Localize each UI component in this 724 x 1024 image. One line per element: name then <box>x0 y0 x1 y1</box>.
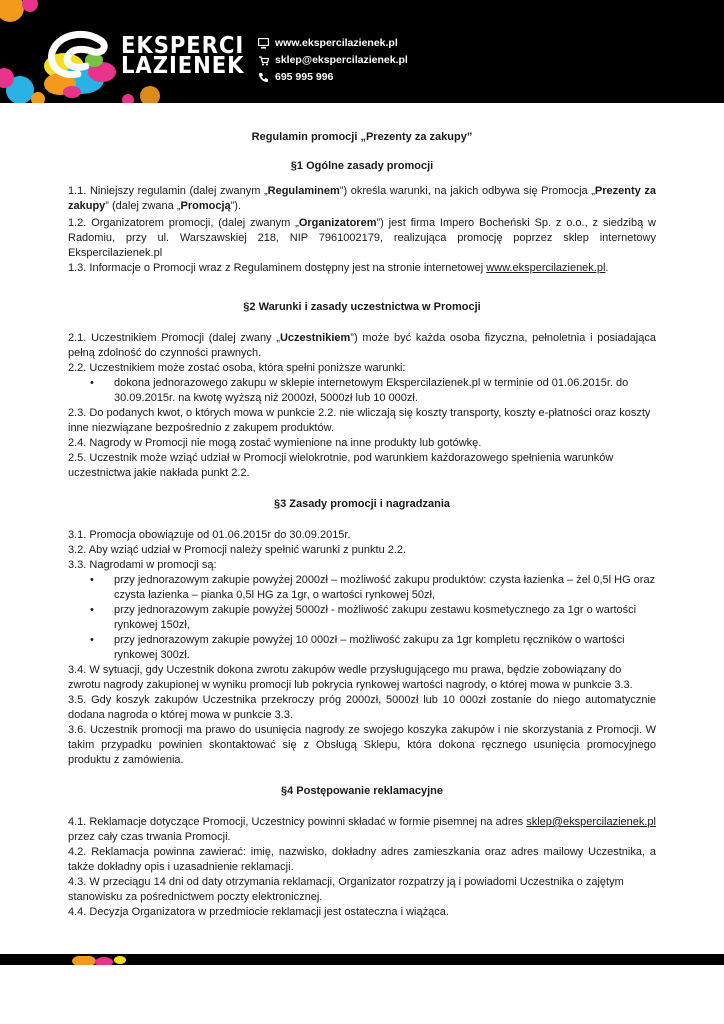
paragraph-4-2: 4.2. Reklamacja powinna zawierać: imię, nazwisko, dokładny adres zamieszkania oraz adres mailowy Uczestnika, a także dokładny opis i uzasadnienie reklamacji. <box>68 846 656 873</box>
section-1-heading: §1 Ogólne zasady promocji <box>290 160 434 172</box>
brand-line1: EKSPERCI <box>121 33 245 59</box>
paragraph-2-5: 2.5. Uczestnik może wziąć udział w Promocji wielokrotnie, pod warunkiem każdorazowego spełnienia warunków uczestnictwa jakie nakłada punkt 2.2. <box>68 452 614 479</box>
email-text: sklep@ekspercilazienek.pl <box>275 54 408 66</box>
phone-text: 695 995 996 <box>275 71 334 83</box>
phone-icon <box>258 72 269 83</box>
list-item: • przy jednorazowym zakupie powyżej 5000zł - możliwość zakupu zestawu kosmetycznego za 1gr o wartości rynkowej 150zł, <box>68 603 656 633</box>
contact-phone[interactable] <box>258 69 408 86</box>
email-link[interactable]: sklep@ekspercilazienek.pl <box>526 816 656 828</box>
paragraph-3-1: 3.1. Promocja obowiązuje od 01.06.2015r do 30.09.2015r. <box>68 529 351 541</box>
document-title: Regulamin promocji „Prezenty za zakupy” <box>251 131 473 143</box>
section-2-heading: §2 Warunki i zasady uczestnictwa w Promocji <box>243 301 481 313</box>
document-body <box>68 126 656 920</box>
paragraph-3-6: 3.6. Uczestnik promocji ma prawo do usunięcia nagrody ze swojego koszyka zakupów i nie skorzystania z Promocji. W takim przypadku powinien skontaktować się z Obsługą Sklepu, która dokona ręcznego usunięcia promocyjnego produktu z zamówienia. <box>68 724 656 766</box>
paragraph-4-1: 4.1. Reklamacje dotyczące Promocji, Uczestnicy powinni składać w formie pisemnej na adres sklep@ekspercilazienek.pl przez cały czas trwania Promocji. <box>68 816 656 843</box>
footer-splash-graphic <box>0 956 724 965</box>
cart-icon <box>258 55 269 66</box>
paragraph-1-1: 1.1. Niniejszy regulamin (dalej zwanym „Regulaminem”) określa warunki, na jakich odbywa się Promocja „Prezenty za zakupy” (dalej zwana „Promocją”). <box>68 185 657 212</box>
paragraph-3-5: 3.5. Gdy koszyk zakupów Uczestnika przekroczy próg 2000zł, 5000zł lub 10 000zł zostanie do niego automatycznie dodana nagroda o której mowa w punkcie 3.3. <box>68 694 656 721</box>
brand-line2: LAZIENEK <box>121 53 245 79</box>
website-link[interactable]: www.ekspercilazienek.pl <box>486 262 606 274</box>
paragraph-4-3: 4.3. W przeciągu 14 dni od daty otrzymania reklamacji, Organizator rozpatrzy ją i powiadomi Uczestnika o zajętym stanowisku za pośrednictwem poczty elektronicznej. <box>68 876 624 903</box>
paragraph-3-4: 3.4. W sytuacji, gdy Uczestnik dokona zwrotu zakupów wedle przysługującego mu prawa, będzie zobowiązany do zwrotu nagrody zakupionej w wyniku promocji lub pokrycia rynkowej wartości nagrody, o której mowa w punkcie 3.3. <box>68 664 633 691</box>
brand-logo <box>121 33 255 79</box>
footer-bar <box>0 954 724 965</box>
contact-website[interactable] <box>258 35 408 52</box>
paragraph-3-3: 3.3. Nagrodami w promocji są: <box>68 559 217 571</box>
paragraph-2-3: 2.3. Do podanych kwot, o których mowa w punkcie 2.2. nie wliczają się koszty transporty, koszty e-płatności oraz koszty inne niezwiązane bezpośrednio z zakupem produktów. <box>68 407 651 434</box>
contact-info <box>258 35 408 86</box>
list-item: • dokona jednorazowego zakupu w sklepie internetowym Ekspercilazienek.pl w terminie od 01.06.2015r. do 30.09.2015r. na kwotę wyższą niż 2000zł, 5000zł lub 10 000zł. <box>68 376 656 406</box>
list-item: • przy jednorazowym zakupie powyżej 2000zł – możliwość zakupu produktów: czysta łazienka – żel 0,5l HG oraz czysta łazienka – pianka 0,5l HG za 1gr, o wartości rynkowej 50zł, <box>68 573 656 603</box>
paragraph-1-3: 1.3. Informacje o Promocji wraz z Regulaminem dostępny jest na stronie internetowej www.ekspercilazienek.pl. <box>68 262 609 274</box>
contact-email[interactable] <box>258 52 408 69</box>
paragraph-2-2: 2.2. Uczestnikiem może zostać osoba, która spełni poniższe warunki: <box>68 362 406 374</box>
header-banner <box>0 0 724 103</box>
website-text: www.ekspercilazienek.pl <box>275 37 398 49</box>
section-3-heading: §3 Zasady promocji i nagradzania <box>273 498 451 510</box>
paragraph-3-2: 3.2. Aby wziąć udział w Promocji należy spełnić warunki z punktu 2.2. <box>68 544 407 556</box>
monitor-icon <box>258 38 269 49</box>
paragraph-2-1: 2.1. Uczestnikiem Promocji (dalej zwany „Uczestnikiem”) może być każda osoba fizyczna, pełnoletnia i posiadająca pełną zdolność do czynności prawnych. <box>68 332 656 359</box>
section-4-heading: §4 Postępowanie reklamacyjne <box>280 785 444 797</box>
list-item: • przy jednorazowym zakupie powyżej 10 000zł – możliwość zakupu za 1gr kompletu ręczników o wartości rynkowej 300zł. <box>68 633 656 663</box>
paragraph-1-2: 1.2. Organizatorem promocji, (dalej zwanym „Organizatorem”) jest firma Impero Bocheński Sp. z o.o., z siedzibą w Radomiu, przy ul. Warszawskiej 218, NIP 7961002179, realizująca promocję poprzez sklep internetowy Ekspercilazienek.pl <box>68 217 656 259</box>
paragraph-2-4: 2.4. Nagrody w Promocji nie mogą zostać wymienione na inne produkty lub gotówkę. <box>68 437 482 449</box>
paragraph-4-4: 4.4. Decyzja Organizatora w przedmiocie reklamacji jest ostateczna i wiążąca. <box>68 906 449 918</box>
